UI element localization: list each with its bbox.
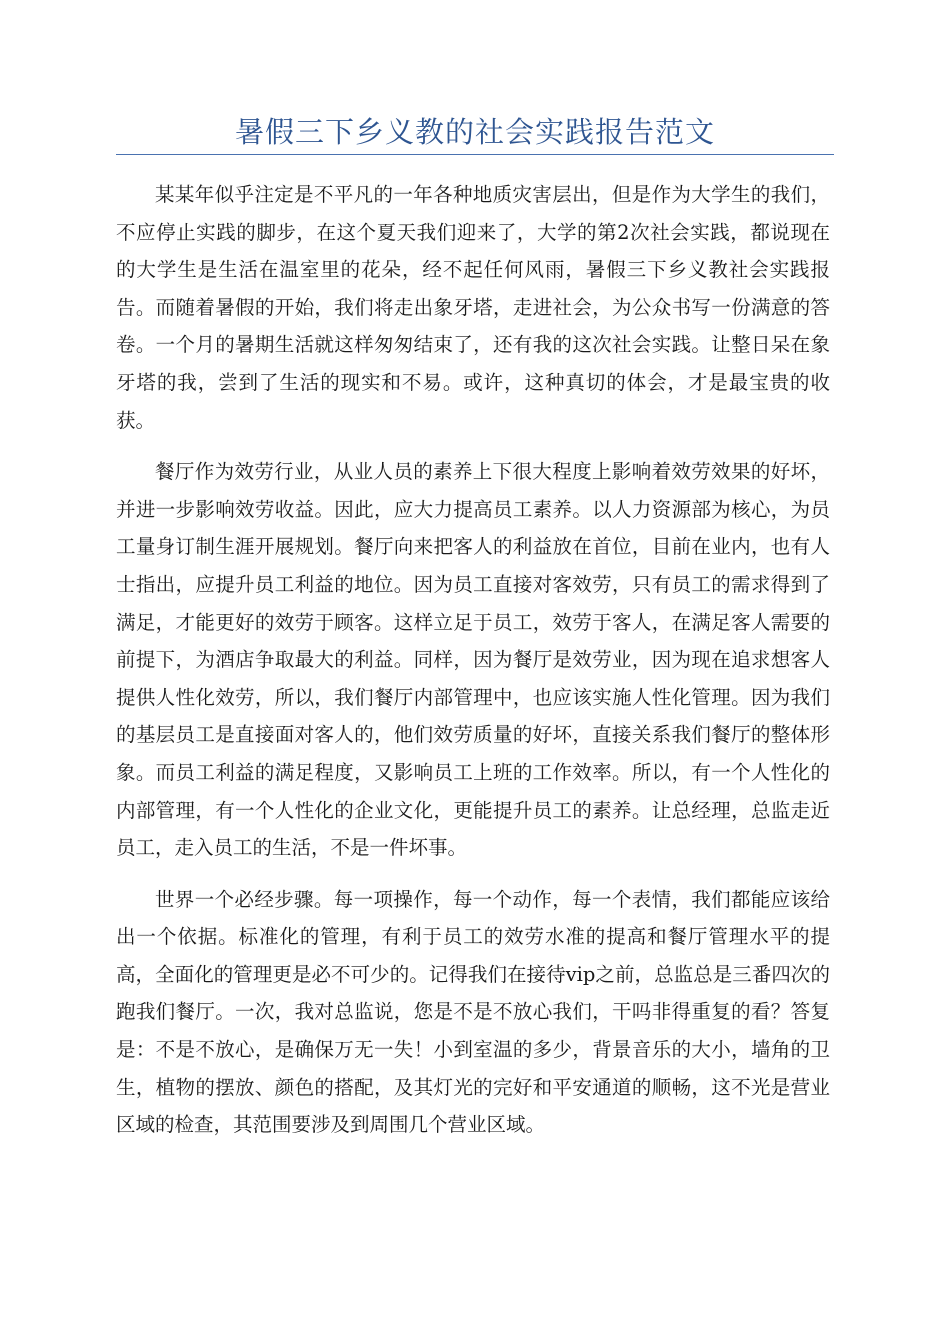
document-body (116, 176, 830, 1158)
paragraph-3: 世界一个必经步骤。每一项操作，每一个动作，每一个表情，我们都能应该给出一个依据。标准化的管理，有利于员工的效劳水准的提高和餐厅管理水平的提高，全面化的管理更是必不可少的。记得我们在接待vip之前，总监总是三番四次的跑我们餐厅。一次，我对总监说，您是不是不放心我们，干吗非得重复的看？答复是：不是不放心，是确保万无一失！小到室温的多少，背景音乐的大小，墙角的卫生，植物的摆放、颜色的搭配，及其灯光的完好和平安通道的顺畅，这不光是营业区域的检查，其范围要涉及到周围几个营业区域。 (116, 887, 830, 1137)
paragraph-2: 餐厅作为效劳行业，从业人员的素养上下很大程度上影响着效劳效果的好坏，并进一步影响效劳收益。因此，应大力提高员工素养。以人力资源部为核心，为员工量身订制生涯开展规划。餐厅向来把客人的利益放在首位，目前在业内，也有人士指出，应提升员工利益的地位。因为员工直接对客效劳，只有员工的需求得到了满足，才能更好的效劳于顾客。这样立足于员工，效劳于客人，在满足客人需要的前提下，为酒店争取最大的利益。同样，因为餐厅是效劳业，因为现在追求想客人提供人性化效劳，所以，我们餐厅内部管理中，也应该实施人性化管理。因为我们的基层员工是直接面对客人的，他们效劳质量的好坏，直接关系我们餐厅的整体形象。而员工利益的满足程度，又影响员工上班的工作效率。所以，有一个人性化的内部管理，有一个人性化的企业文化，更能提升员工的素养。让总经理，总监走近员工，走入员工的生活，不是一件坏事。 (116, 460, 830, 860)
paragraph-1: 某某年似乎注定是不平凡的一年各种地质灾害层出，但是作为大学生的我们，不应停止实践的脚步，在这个夏天我们迎来了，大学的第2次社会实践，都说现在的大学生是生活在温室里的花朵，经不起任何风雨，暑假三下乡义教社会实践报告。而随着暑假的开始，我们将走出象牙塔，走进社会，为公众书写一份满意的答卷。一个月的暑期生活就这样匆匆结束了，还有我的这次社会实践。让整日呆在象牙塔的我，尝到了生活的现实和不易。或许，这种真切的体会，才是最宝贵的收获。 (116, 183, 830, 432)
title-underline (116, 154, 834, 155)
document-title: 暑假三下乡义教的社会实践报告范文 (234, 115, 715, 149)
